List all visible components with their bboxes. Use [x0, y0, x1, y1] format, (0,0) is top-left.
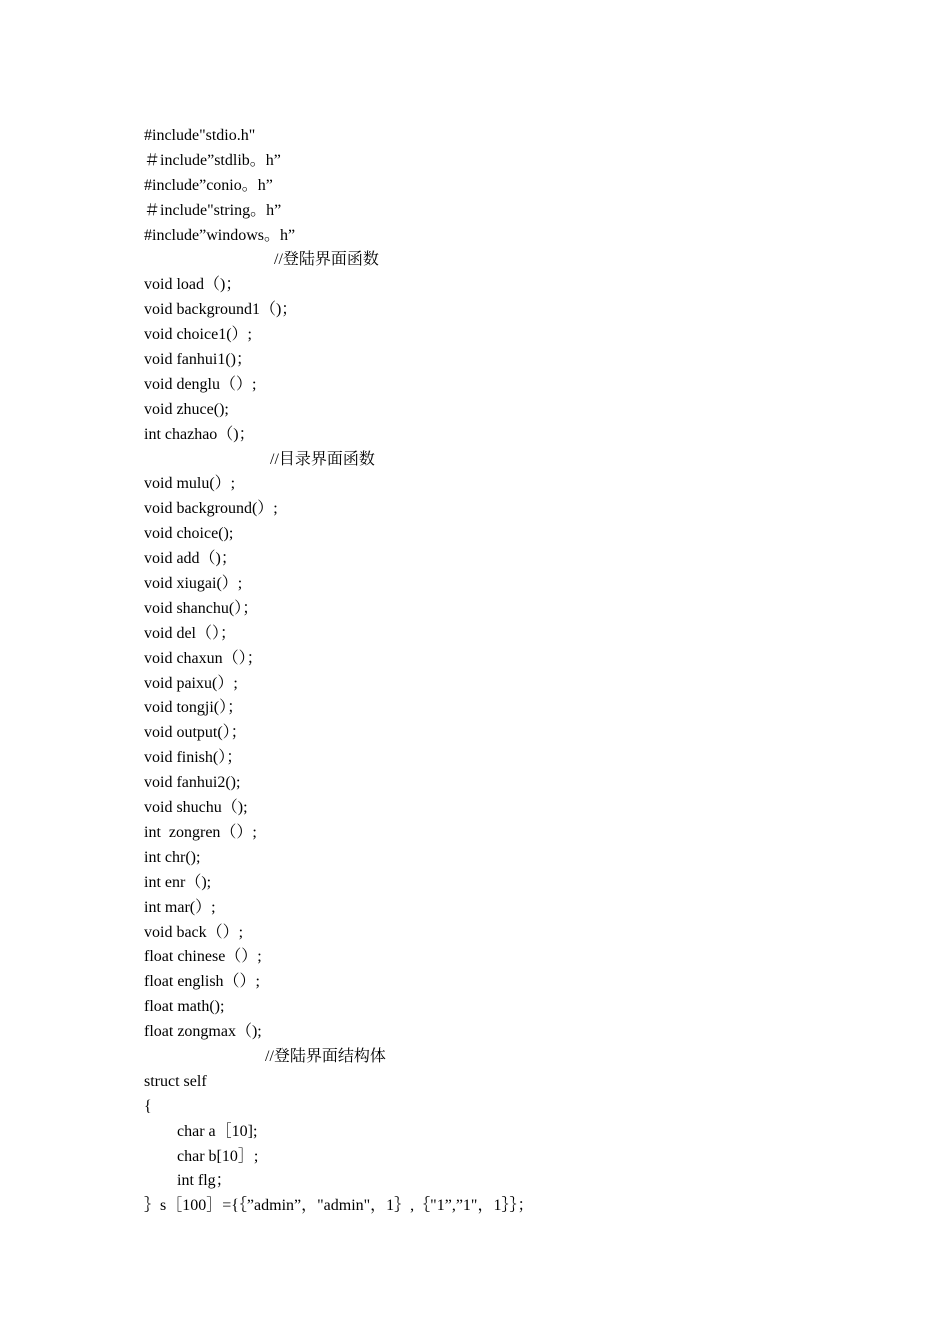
- code-line: void xiugai(）;: [144, 575, 243, 593]
- code-line: void denglu（）;: [144, 375, 257, 393]
- code-line: void add（)；: [144, 550, 237, 568]
- code-line: {: [144, 1097, 152, 1115]
- code-line: #include”windows。h”: [144, 226, 296, 244]
- code-line: void zhuce();: [144, 400, 229, 418]
- code-line: int zongren（）;: [144, 823, 257, 841]
- code-line: void back（）;: [144, 923, 244, 941]
- code-comment: //登陆界面函数: [274, 251, 379, 269]
- code-comment: //目录界面函数: [270, 450, 375, 468]
- code-line: void fanhui1()；: [144, 351, 252, 369]
- code-line: void output(）；: [144, 724, 247, 742]
- code-line: char a［10];: [177, 1122, 258, 1140]
- code-line: float chinese（）;: [144, 948, 262, 966]
- code-line: void shanchu(）；: [144, 599, 259, 617]
- code-line: void chaxun（）；: [144, 649, 263, 667]
- code-line: int chr();: [144, 848, 201, 866]
- code-line: ＃include”stdlib。h”: [144, 151, 281, 169]
- code-line: void shuchu（);: [144, 799, 248, 817]
- code-line: float math();: [144, 998, 225, 1016]
- code-line: ｝s［100］={｛”admin”，"admin"，1｝,｛"1”,”1"，1｝｝；: [144, 1197, 534, 1215]
- code-line: void paixu(）;: [144, 674, 238, 692]
- code-line: ＃include"string。h”: [144, 201, 282, 219]
- code-line: struct self: [144, 1072, 207, 1090]
- code-line: float zongmax（);: [144, 1023, 262, 1041]
- code-line: int mar(）;: [144, 898, 216, 916]
- code-line: float english（）;: [144, 973, 260, 991]
- code-line: void fanhui2();: [144, 774, 241, 792]
- code-line: #include”conio。h”: [144, 176, 273, 194]
- code-comment: //登陆界面结构体: [265, 1047, 386, 1065]
- code-line: void choice();: [144, 525, 234, 543]
- code-line: void finish(）；: [144, 749, 243, 767]
- code-line: void tongji(）；: [144, 699, 244, 717]
- code-line: void mulu(）;: [144, 475, 236, 493]
- code-line: int flg；: [177, 1172, 232, 1190]
- code-line: #include"stdio.h": [144, 127, 256, 144]
- code-line: void background1（)；: [144, 301, 298, 319]
- code-line: void choice1(）;: [144, 326, 252, 344]
- code-line: int enr（);: [144, 873, 212, 891]
- code-line: void background(）;: [144, 500, 278, 518]
- code-line: void del（）；: [144, 624, 236, 642]
- code-line: int chazhao（)；: [144, 425, 255, 443]
- code-line: char b[10］;: [177, 1147, 259, 1165]
- code-listing: [144, 124, 864, 1219]
- code-line: void load（)；: [144, 276, 242, 294]
